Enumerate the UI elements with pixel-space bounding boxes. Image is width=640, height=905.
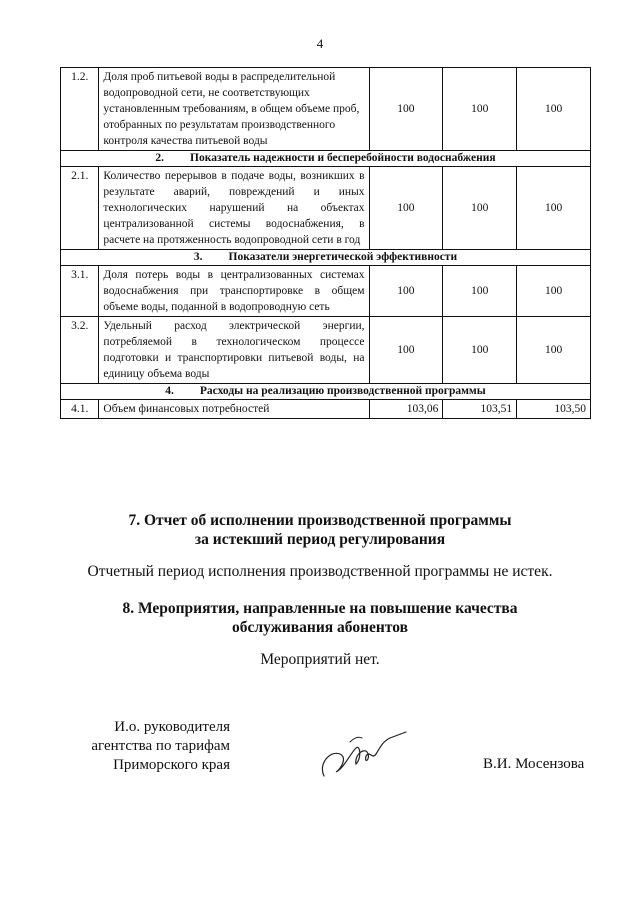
section-8-text: Мероприятий нет. xyxy=(260,651,380,668)
signatory-title-line: И.о. руководителя xyxy=(114,719,230,735)
heading-line: обслуживания абонентов xyxy=(232,619,408,636)
row-description: Доля потерь воды в централизованных системах водоснабжения при транспортировке в общем объеме воды, поданной в водопроводную сеть xyxy=(99,266,369,317)
row-description: Удельный расход электрической энергии, потребляемой в технологическом процессе подготовки и транспортировки питьевой воды, на единицу объема воды xyxy=(99,317,369,384)
value-cell: 100 xyxy=(443,68,517,151)
value-cell: 100 xyxy=(369,266,443,317)
signatory-title-line: агентства по тарифам xyxy=(91,738,230,754)
value-cell: 100 xyxy=(369,317,443,384)
signatory-title xyxy=(70,718,230,775)
value-cell: 100 xyxy=(517,266,591,317)
value-cell: 100 xyxy=(517,68,591,151)
signatory-title-line: Приморского края xyxy=(113,757,230,773)
value-cell: 100 xyxy=(517,167,591,250)
row-number: 1.2. xyxy=(61,68,99,151)
row-number: 2.1. xyxy=(61,167,99,250)
section-title: Расходы на реализацию производственной программы xyxy=(199,385,486,397)
section-8-heading xyxy=(0,599,640,637)
value-cell: 100 xyxy=(369,167,443,250)
row-number: 4.1. xyxy=(61,400,99,419)
section-7-heading xyxy=(0,511,640,549)
value-cell: 100 xyxy=(517,317,591,384)
section-7-text: Отчетный период исполнения производственной программы не истек. xyxy=(87,563,553,580)
section-heading xyxy=(61,384,591,400)
section-row xyxy=(61,250,591,266)
production-program-table xyxy=(60,67,591,419)
section-title: Показатели энергетической эффективности xyxy=(228,251,458,263)
heading-line: 8. Мероприятия, направленные на повышение качества xyxy=(122,600,518,617)
value-cell: 100 xyxy=(443,317,517,384)
table-row xyxy=(61,68,591,151)
section-number: 2. xyxy=(155,152,165,164)
heading-line: за истекший период регулирования xyxy=(194,531,446,548)
section-number: 3. xyxy=(193,251,203,263)
row-number: 3.2. xyxy=(61,317,99,384)
value-cell: 100 xyxy=(369,68,443,151)
section-heading xyxy=(61,151,591,167)
handwritten-signature xyxy=(310,724,420,784)
value-cell: 100 xyxy=(443,167,517,250)
table-row xyxy=(61,266,591,317)
row-description: Объем финансовых потребностей xyxy=(99,400,369,419)
value-cell: 103,51 xyxy=(443,400,517,419)
section-row xyxy=(61,151,591,167)
section-heading xyxy=(61,250,591,266)
value-cell: 100 xyxy=(443,266,517,317)
table-row xyxy=(61,400,591,419)
signatory-name: В.И. Мосензова xyxy=(483,756,585,772)
row-number: 3.1. xyxy=(61,266,99,317)
table-row xyxy=(61,167,591,250)
heading-line: 7. Отчет об исполнении производственной программы xyxy=(128,512,512,529)
section-number: 4. xyxy=(165,385,174,397)
page-number: 4 xyxy=(316,36,324,51)
row-description: Количество перерывов в подаче воды, возникших в результате аварий, повреждений и иных технологических нарушений на объектах централизованной системы водоснабжения, в расчете на протяженность водопроводной сети в год xyxy=(99,167,369,250)
section-title: Показатель надежности и бесперебойности водоснабжения xyxy=(190,152,496,164)
value-cell: 103,06 xyxy=(369,400,443,419)
section-row xyxy=(61,384,591,400)
row-description: Доля проб питьевой воды в распределительной водопроводной сети, не соответствующих установленным требованиям, в общем объеме проб, отобранных по результатам производственного контроля качества питьевой воды xyxy=(99,68,369,151)
table-row xyxy=(61,317,591,384)
value-cell: 103,50 xyxy=(517,400,591,419)
